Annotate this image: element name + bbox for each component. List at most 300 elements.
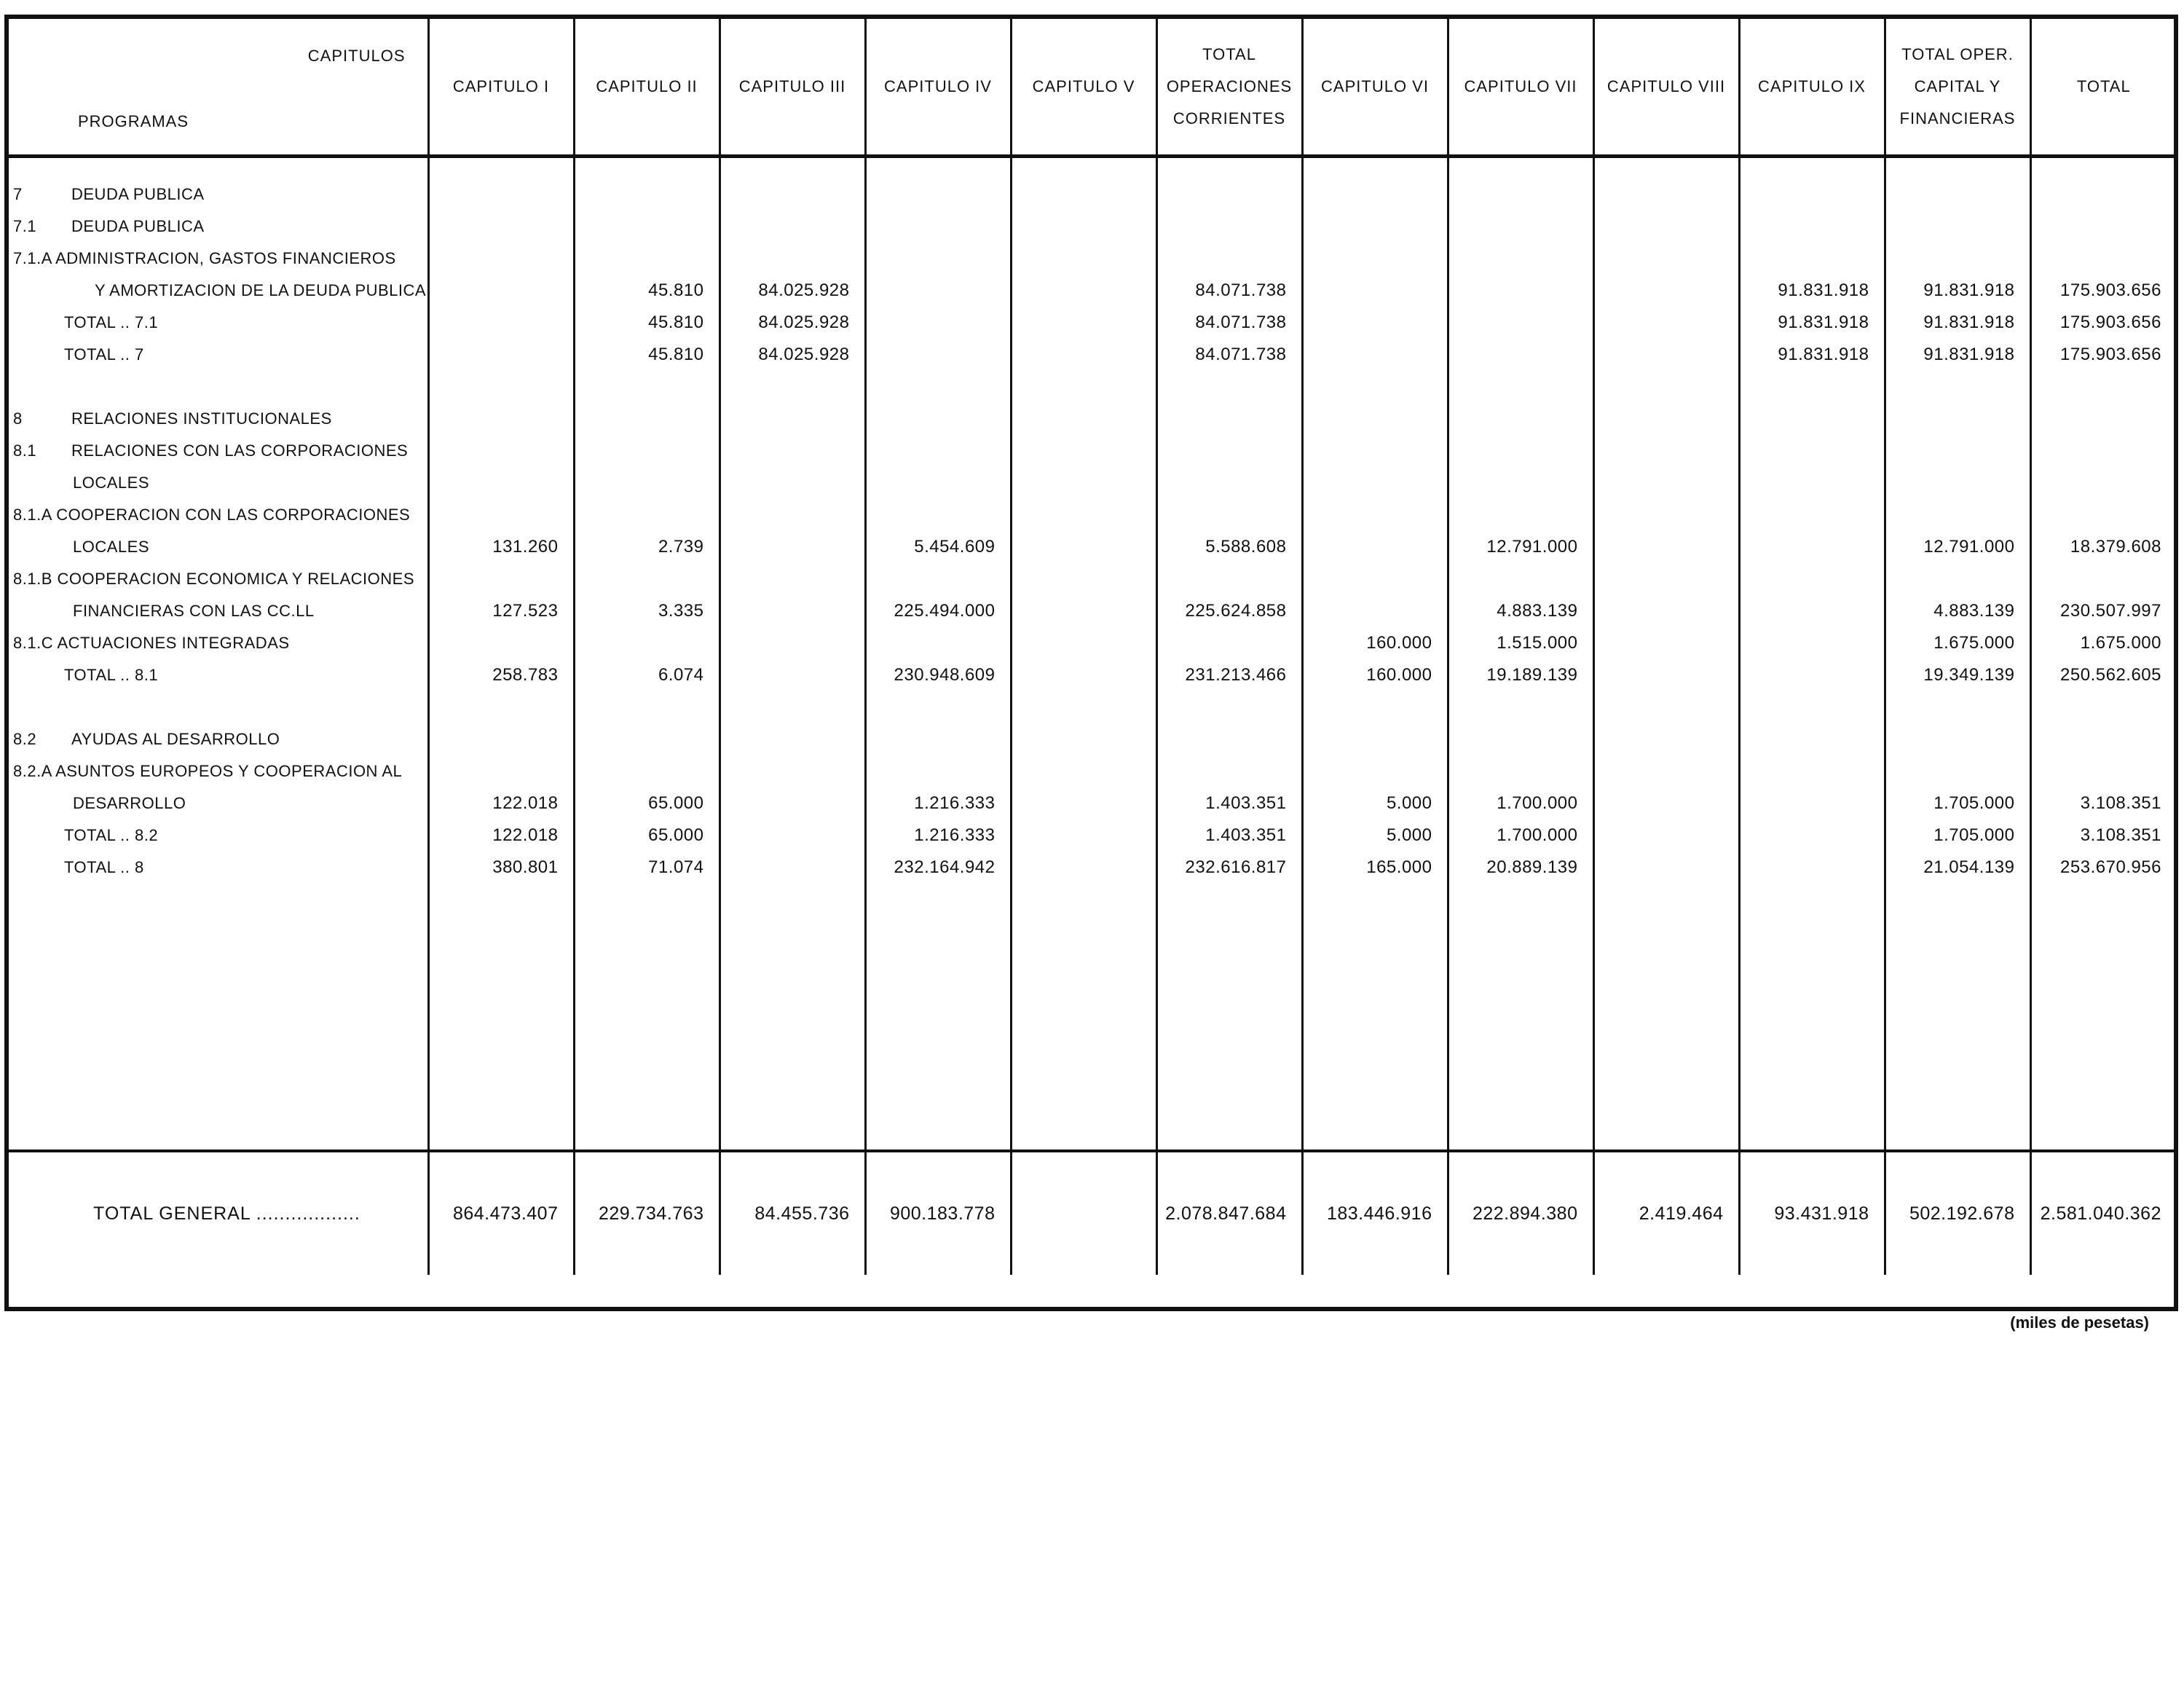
value-cell: [865, 178, 1011, 211]
table-body: [9, 157, 2176, 1276]
value-cell: 122.018: [428, 787, 574, 820]
value-cell: 84.025.928: [720, 275, 865, 307]
value-cell: 1.705.000: [1885, 787, 2030, 820]
program-cell: [9, 531, 428, 563]
value-cell: [1739, 499, 1885, 531]
value-cell: [1156, 403, 1302, 435]
column-header-line: FINANCIERAS: [1899, 109, 2016, 127]
value-cell: [720, 852, 865, 884]
value-cell: [1011, 243, 1156, 275]
value-cell: [1593, 627, 1739, 659]
value-cell: [428, 499, 574, 531]
total-label: TOTAL .. 8.2: [64, 826, 159, 844]
value-cell: 71.074: [574, 852, 720, 884]
value-cell: 91.831.918: [1739, 307, 1885, 339]
column-header-line: CAPITULO VII: [1464, 77, 1577, 95]
value-cell: [1593, 403, 1739, 435]
column-header-line: CAPITULO IV: [884, 77, 992, 95]
programas-label: PROGRAMAS: [78, 112, 189, 130]
value-cell: [1011, 467, 1156, 499]
value-cell: [1011, 755, 1156, 787]
value-cell: [1593, 467, 1739, 499]
total-row: [9, 339, 2176, 371]
value-cell: 84.025.928: [720, 339, 865, 371]
value-cell: [720, 787, 865, 820]
program-label: Y AMORTIZACION DE LA DEUDA PUBLICA: [95, 281, 427, 299]
value-cell: [1011, 211, 1156, 243]
column-header-line: TOTAL: [2076, 77, 2131, 95]
value-cell: [1448, 435, 1593, 467]
value-cell: 1.403.351: [1156, 820, 1302, 852]
column-header: [2030, 19, 2176, 157]
program-code: 8.1.A: [13, 506, 52, 524]
value-cell: 160.000: [1302, 659, 1448, 691]
empty-padding-row: [9, 884, 2176, 1151]
value-cell: 5.000: [1302, 787, 1448, 820]
value-cell: [865, 243, 1011, 275]
capitulos-label: CAPITULOS: [307, 47, 406, 65]
value-cell: [1739, 627, 1885, 659]
value-cell: 3.335: [574, 595, 720, 627]
value-cell: 19.349.139: [1885, 659, 2030, 691]
spacer-row: [9, 691, 2176, 723]
value-cell: [1739, 787, 1885, 820]
value-cell: [1593, 563, 1739, 595]
column-header: [1156, 19, 1302, 157]
value-cell: [1885, 723, 2030, 755]
value-cell: 65.000: [574, 787, 720, 820]
program-cell: [9, 178, 428, 211]
value-cell: [1302, 243, 1448, 275]
column-header-line: TOTAL OPER.: [1901, 45, 2014, 63]
column-header: [574, 19, 720, 157]
value-cell: 4.883.139: [1885, 595, 2030, 627]
value-cell: [1448, 403, 1593, 435]
value-cell: [1011, 595, 1156, 627]
value-cell: [865, 403, 1011, 435]
program-cell: [9, 820, 428, 852]
value-cell: [1156, 435, 1302, 467]
program-cell: [9, 403, 428, 435]
program-label: DESARROLLO: [73, 794, 186, 812]
value-cell: [1011, 403, 1156, 435]
value-cell: [865, 275, 1011, 307]
program-cell: [9, 243, 428, 275]
value-cell: 127.523: [428, 595, 574, 627]
table-row: [9, 595, 2176, 627]
column-header-line: CAPITULO I: [452, 77, 550, 95]
program-cell: [9, 499, 428, 531]
column-header: [1448, 19, 1593, 157]
value-cell: [1593, 339, 1739, 371]
value-cell: 19.189.139: [1448, 659, 1593, 691]
program-label: ADMINISTRACION, GASTOS FINANCIEROS: [55, 249, 396, 267]
value-cell: 1.700.000: [1448, 820, 1593, 852]
value-cell: 225.494.000: [865, 595, 1011, 627]
value-cell: 5.454.609: [865, 531, 1011, 563]
column-header: [1739, 19, 1885, 157]
table-row: [9, 755, 2176, 787]
value-cell: [2030, 755, 2176, 787]
value-cell: [1593, 787, 1739, 820]
value-cell: [1885, 755, 2030, 787]
program-cell: [9, 723, 428, 755]
value-cell: 6.074: [574, 659, 720, 691]
spacer-row: [9, 371, 2176, 403]
value-cell: 1.675.000: [2030, 627, 2176, 659]
value-cell: 160.000: [1302, 627, 1448, 659]
column-header-line: CAPITULO VI: [1321, 77, 1429, 95]
value-cell: [1739, 178, 1885, 211]
value-cell: 1.216.333: [865, 820, 1011, 852]
total-label: TOTAL .. 8: [64, 858, 144, 876]
header-row: [9, 19, 2176, 157]
value-cell: [720, 563, 865, 595]
value-cell: 12.791.000: [1885, 531, 2030, 563]
program-code: 7.1.A: [13, 249, 52, 267]
value-cell: 91.831.918: [1885, 275, 2030, 307]
total-general-row: [9, 1151, 2176, 1275]
program-code: 7.1: [13, 217, 37, 235]
value-cell: [1448, 339, 1593, 371]
value-cell: 864.473.407: [428, 1151, 574, 1275]
value-cell: [2030, 563, 2176, 595]
program-label: RELACIONES INSTITUCIONALES: [71, 409, 332, 428]
value-cell: [1593, 595, 1739, 627]
value-cell: [1302, 403, 1448, 435]
program-label: ACTUACIONES INTEGRADAS: [57, 634, 290, 652]
value-cell: 84.071.738: [1156, 307, 1302, 339]
column-header-line: CAPITULO II: [596, 77, 698, 95]
value-cell: 91.831.918: [1739, 339, 1885, 371]
total-row: [9, 820, 2176, 852]
value-cell: [1156, 755, 1302, 787]
value-cell: 45.810: [574, 339, 720, 371]
column-header: [865, 19, 1011, 157]
program-code: 8.2: [13, 730, 37, 748]
value-cell: [720, 467, 865, 499]
program-label: FINANCIERAS CON LAS CC.LL: [73, 602, 315, 620]
value-cell: 2.581.040.362: [2030, 1151, 2176, 1275]
value-cell: [574, 178, 720, 211]
value-cell: 12.791.000: [1448, 531, 1593, 563]
value-cell: [428, 403, 574, 435]
value-cell: 21.054.139: [1885, 852, 2030, 884]
program-label: LOCALES: [73, 538, 149, 556]
program-label: COOPERACION ECONOMICA Y RELACIONES: [57, 570, 415, 588]
value-cell: [2030, 178, 2176, 211]
value-cell: [865, 467, 1011, 499]
value-cell: 175.903.656: [2030, 339, 2176, 371]
value-cell: [1593, 275, 1739, 307]
value-cell: [1593, 211, 1739, 243]
value-cell: 45.810: [574, 307, 720, 339]
value-cell: [2030, 499, 2176, 531]
value-cell: [1593, 243, 1739, 275]
value-cell: 175.903.656: [2030, 307, 2176, 339]
value-cell: [1156, 178, 1302, 211]
value-cell: 5.588.608: [1156, 531, 1302, 563]
table-row: [9, 403, 2176, 435]
value-cell: [1885, 563, 2030, 595]
value-cell: [1156, 243, 1302, 275]
value-cell: [1885, 499, 2030, 531]
value-cell: [428, 275, 574, 307]
table-row: [9, 211, 2176, 243]
program-label: AYUDAS AL DESARROLLO: [71, 730, 280, 748]
value-cell: [1302, 723, 1448, 755]
program-cell: [9, 467, 428, 499]
total-label: TOTAL .. 7.1: [64, 313, 159, 331]
value-cell: 230.507.997: [2030, 595, 2176, 627]
total-label: TOTAL .. 8.1: [64, 666, 159, 684]
value-cell: [574, 211, 720, 243]
program-cell: [9, 275, 428, 307]
value-cell: [1011, 787, 1156, 820]
value-cell: [865, 755, 1011, 787]
value-cell: [428, 178, 574, 211]
value-cell: [1739, 723, 1885, 755]
column-header: [428, 19, 574, 157]
program-cell: [9, 307, 428, 339]
value-cell: [2030, 467, 2176, 499]
value-cell: 93.431.918: [1739, 1151, 1885, 1275]
value-cell: [428, 307, 574, 339]
value-cell: 1.216.333: [865, 787, 1011, 820]
program-label: COOPERACION CON LAS CORPORACIONES: [56, 506, 411, 524]
table-row: [9, 467, 2176, 499]
value-cell: [1302, 531, 1448, 563]
value-cell: [574, 723, 720, 755]
value-cell: 2.078.847.684: [1156, 1151, 1302, 1275]
table-row: [9, 723, 2176, 755]
value-cell: [2030, 211, 2176, 243]
value-cell: [428, 435, 574, 467]
column-header: [1885, 19, 2030, 157]
value-cell: [2030, 403, 2176, 435]
value-cell: [1011, 1151, 1156, 1275]
value-cell: [428, 339, 574, 371]
column-header: [720, 19, 865, 157]
value-cell: [1156, 627, 1302, 659]
value-cell: 1.675.000: [1885, 627, 2030, 659]
column-header-line: OPERACIONES: [1166, 77, 1293, 95]
table-row: [9, 531, 2176, 563]
total-row: [9, 307, 2176, 339]
value-cell: 84.025.928: [720, 307, 865, 339]
value-cell: 1.705.000: [1885, 820, 2030, 852]
value-cell: [2030, 435, 2176, 467]
value-cell: [1011, 659, 1156, 691]
value-cell: [865, 627, 1011, 659]
value-cell: [1593, 755, 1739, 787]
value-cell: [720, 243, 865, 275]
value-cell: [720, 435, 865, 467]
value-cell: [1739, 755, 1885, 787]
value-cell: [1885, 403, 2030, 435]
header-corner: [9, 19, 428, 157]
value-cell: 1.700.000: [1448, 787, 1593, 820]
value-cell: [720, 659, 865, 691]
value-cell: 2.419.464: [1593, 1151, 1739, 1275]
value-cell: [720, 499, 865, 531]
value-cell: [1739, 467, 1885, 499]
table-row: [9, 243, 2176, 275]
total-row: [9, 852, 2176, 884]
value-cell: [1011, 499, 1156, 531]
value-cell: [574, 627, 720, 659]
column-header: [1011, 19, 1156, 157]
value-cell: [1302, 275, 1448, 307]
value-cell: [1302, 467, 1448, 499]
value-cell: [428, 467, 574, 499]
column-header-line: CAPITULO III: [738, 77, 846, 95]
value-cell: [865, 307, 1011, 339]
value-cell: [1302, 178, 1448, 211]
value-cell: [720, 627, 865, 659]
value-cell: [720, 178, 865, 211]
value-cell: [574, 403, 720, 435]
value-cell: [1011, 852, 1156, 884]
value-cell: [1739, 403, 1885, 435]
column-header-line: CAPITULO VIII: [1607, 77, 1726, 95]
program-label: ASUNTOS EUROPEOS Y COOPERACION AL: [55, 762, 403, 780]
column-header-line: CAPITULO IX: [1758, 77, 1866, 95]
value-cell: [865, 211, 1011, 243]
value-cell: 175.903.656: [2030, 275, 2176, 307]
value-cell: [720, 403, 865, 435]
value-cell: [574, 755, 720, 787]
value-cell: 232.616.817: [1156, 852, 1302, 884]
value-cell: [1011, 627, 1156, 659]
value-cell: [574, 243, 720, 275]
value-cell: [1448, 307, 1593, 339]
value-cell: [1011, 820, 1156, 852]
value-cell: [1885, 211, 2030, 243]
program-code: 8: [13, 409, 23, 428]
value-cell: [428, 563, 574, 595]
value-cell: [1448, 211, 1593, 243]
value-cell: [1011, 275, 1156, 307]
value-cell: 253.670.956: [2030, 852, 2176, 884]
value-cell: [1302, 499, 1448, 531]
value-cell: 900.183.778: [865, 1151, 1011, 1275]
value-cell: 165.000: [1302, 852, 1448, 884]
value-cell: [1156, 211, 1302, 243]
budget-table-frame: [4, 15, 2178, 1311]
value-cell: [1885, 243, 2030, 275]
value-cell: 183.446.916: [1302, 1151, 1448, 1275]
value-cell: 65.000: [574, 820, 720, 852]
table-row: [9, 275, 2176, 307]
value-cell: [1156, 563, 1302, 595]
program-code: 8.1: [13, 441, 37, 460]
value-cell: 84.071.738: [1156, 275, 1302, 307]
value-cell: 122.018: [428, 820, 574, 852]
value-cell: [1448, 275, 1593, 307]
value-cell: 258.783: [428, 659, 574, 691]
value-cell: 84.071.738: [1156, 339, 1302, 371]
value-cell: [2030, 243, 2176, 275]
value-cell: [1593, 659, 1739, 691]
program-cell: [9, 852, 428, 884]
value-cell: 380.801: [428, 852, 574, 884]
column-header: [1593, 19, 1739, 157]
value-cell: [574, 467, 720, 499]
value-cell: 1.515.000: [1448, 627, 1593, 659]
value-cell: [1448, 723, 1593, 755]
program-cell: [9, 435, 428, 467]
table-row: [9, 563, 2176, 595]
value-cell: [1156, 499, 1302, 531]
value-cell: [1885, 467, 2030, 499]
program-code: 8.1.B: [13, 570, 52, 588]
value-cell: [1593, 723, 1739, 755]
value-cell: [428, 627, 574, 659]
value-cell: [865, 339, 1011, 371]
value-cell: [1302, 755, 1448, 787]
value-cell: [428, 211, 574, 243]
program-code: 8.1.C: [13, 634, 54, 652]
value-cell: [1739, 595, 1885, 627]
value-cell: [1011, 435, 1156, 467]
value-cell: [1885, 178, 2030, 211]
value-cell: [720, 211, 865, 243]
column-header-line: TOTAL: [1202, 45, 1256, 63]
value-cell: [720, 595, 865, 627]
program-code: 7: [13, 185, 23, 203]
program-cell: [9, 627, 428, 659]
total-general-label: TOTAL GENERAL ..................: [93, 1203, 360, 1224]
value-cell: [1448, 563, 1593, 595]
value-cell: [865, 435, 1011, 467]
value-cell: [1593, 307, 1739, 339]
total-label: TOTAL .. 7: [64, 345, 144, 363]
value-cell: [1739, 820, 1885, 852]
value-cell: 91.831.918: [1885, 339, 2030, 371]
value-cell: [1739, 659, 1885, 691]
value-cell: [1011, 531, 1156, 563]
value-cell: 250.562.605: [2030, 659, 2176, 691]
value-cell: 91.831.918: [1739, 275, 1885, 307]
value-cell: 91.831.918: [1885, 307, 2030, 339]
value-cell: [720, 723, 865, 755]
value-cell: [1156, 723, 1302, 755]
value-cell: [1448, 467, 1593, 499]
program-cell: [9, 595, 428, 627]
value-cell: [720, 531, 865, 563]
value-cell: [865, 499, 1011, 531]
value-cell: 20.889.139: [1448, 852, 1593, 884]
value-cell: [2030, 723, 2176, 755]
value-cell: [865, 563, 1011, 595]
program-label: LOCALES: [73, 473, 149, 492]
value-cell: 45.810: [574, 275, 720, 307]
value-cell: [1593, 852, 1739, 884]
table-row: [9, 435, 2176, 467]
value-cell: [1011, 339, 1156, 371]
value-cell: [428, 755, 574, 787]
value-cell: [1302, 307, 1448, 339]
table-row: [9, 499, 2176, 531]
value-cell: [1739, 531, 1885, 563]
value-cell: [1448, 178, 1593, 211]
table-row: [9, 178, 2176, 211]
column-header-line: CAPITULO V: [1032, 77, 1135, 95]
value-cell: 2.739: [574, 531, 720, 563]
value-cell: 222.894.380: [1448, 1151, 1593, 1275]
value-cell: [1011, 307, 1156, 339]
